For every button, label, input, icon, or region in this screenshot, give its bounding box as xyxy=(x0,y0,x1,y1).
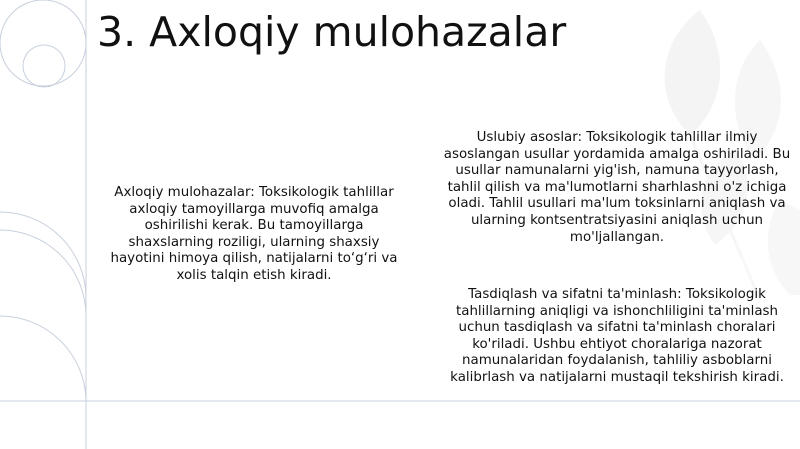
methodological-basis-text: Uslubiy asoslar: Toksikologik tahlillar ilmiy asoslangan usullar yordamida amalga oshiriladi. Bu usullar namunalarni yig'ish, namuna tayyorlash, tahlil qilish va ma'lumotlarni sharhlashni o'z ichiga oladi. Tahlil usullari ma'lum toksinlarni aniqlash va ularning kontsentratsiyasini aniqlash uchun mo'ljallangan. xyxy=(443,130,791,245)
slide-title: 3. Axloqiy mulohazalar xyxy=(97,8,567,56)
arc-outline-middle xyxy=(0,212,86,298)
small-circle-outline xyxy=(23,45,65,87)
quality-assurance-text: Tasdiqlash va sifatni ta'minlash: Toksikologik tahlillarning aniqligi va ishonchliligini ta'minlash uchun tasdiqlash va sifatni ta'minlash choralari ko'riladi. Ushbu ehtiyot choralariga nazorat namunalaridan foydalanish, tahliliy asboblarni kalibrlash va natijalarni mustaqil tekshirish kiradi. xyxy=(450,287,784,385)
large-circle-outline xyxy=(0,0,86,86)
arc-outline-upper xyxy=(0,230,86,316)
arc-outline-lower xyxy=(0,316,86,402)
ethical-considerations-text: Axloqiy mulohazalar: Toksikologik tahlillar axloqiy tamoyillarga muvofiq amalga oshirilishi kerak. Bu tamoyillarga shaxslarning roziligi, ularning shaxsiy hayotini himoya qilish, natijalarni to‘g‘ri va xolis talqin etish kiradi. xyxy=(110,185,398,283)
